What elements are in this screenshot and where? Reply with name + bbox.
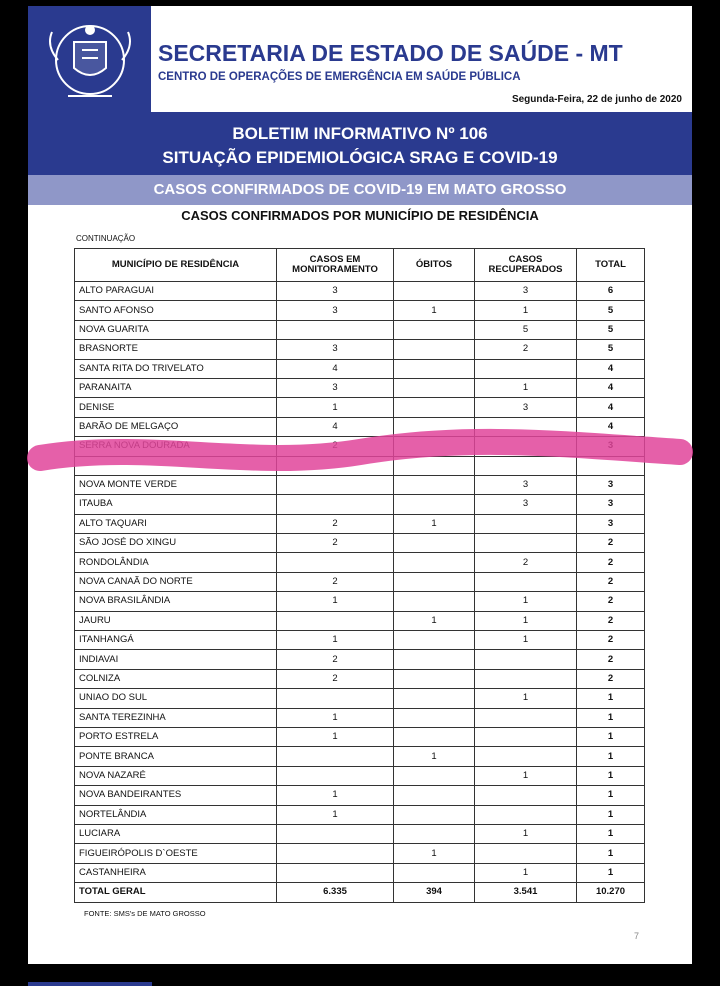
header-recovered: CASOS RECUPERADOS (475, 249, 577, 282)
deaths-cell: 1 (394, 844, 475, 863)
monitoring-cell: 1 (277, 727, 394, 746)
table-row (75, 805, 645, 824)
total-cell: 6 (577, 282, 645, 301)
total-cell: 2 (577, 611, 645, 630)
table-row (75, 320, 645, 339)
deaths-cell (394, 824, 475, 843)
header-monitoring: CASOS EM MONITORAMENTO (277, 249, 394, 282)
deaths-cell (394, 359, 475, 378)
monitoring-cell (277, 747, 394, 766)
total-row (75, 883, 645, 902)
header-subtitle: CENTRO DE OPERAÇÕES DE EMERGÊNCIA EM SAÚDE PÚBLICA (158, 71, 521, 83)
municipality-cell: RONDOLÂNDIA (75, 553, 277, 572)
table-row (75, 669, 645, 688)
municipality-cell: SERRA NOVA DOURADA (75, 437, 277, 456)
deaths-cell (394, 592, 475, 611)
municipality-cell: NORTELÂNDIA (75, 805, 277, 824)
continuation-label: CONTINUAÇÃO (76, 234, 136, 243)
total-cell: 1 (577, 786, 645, 805)
table-row (75, 495, 645, 514)
monitoring-cell: 4 (277, 359, 394, 378)
section-banner (28, 175, 692, 205)
table-row (75, 378, 645, 397)
municipality-cell: ITANHANGÁ (75, 631, 277, 650)
monitoring-cell (277, 689, 394, 708)
total-cell: 1 (577, 824, 645, 843)
monitoring-cell: 1 (277, 805, 394, 824)
deaths-cell (394, 378, 475, 397)
table-row (75, 786, 645, 805)
municipality-cell: COLNIZA (75, 669, 277, 688)
deaths-cell (394, 282, 475, 301)
recovered-cell (475, 727, 577, 746)
municipality-cell: PORTO ESTRELA (75, 727, 277, 746)
monitoring-cell: 3 (277, 378, 394, 397)
total-cell: 2 (577, 592, 645, 611)
monitoring-cell (277, 456, 394, 475)
municipality-cell: SÃO JOSÉ DO XINGU (75, 534, 277, 553)
monitoring-cell: 1 (277, 398, 394, 417)
cases-by-municipality-table (74, 248, 645, 903)
total-cell: 4 (577, 359, 645, 378)
total-cell: 5 (577, 340, 645, 359)
table-row (75, 650, 645, 669)
monitoring-cell (277, 766, 394, 785)
deaths-cell (394, 340, 475, 359)
municipality-cell: NOVA MONTE VERDE (75, 475, 277, 494)
recovered-cell: 3 (475, 398, 577, 417)
deaths-cell (394, 534, 475, 553)
recovered-cell: 3 (475, 282, 577, 301)
deaths-cell (394, 553, 475, 572)
monitoring-cell: 1 (277, 592, 394, 611)
deaths-cell (394, 456, 475, 475)
table-row (75, 708, 645, 727)
municipality-cell: ALTO PARAGUAI (75, 282, 277, 301)
municipality-cell: NOVA BRASILÂNDIA (75, 592, 277, 611)
table-row (75, 631, 645, 650)
table-row (75, 534, 645, 553)
municipality-cell: FIGUEIRÓPOLIS D`OESTE (75, 844, 277, 863)
deaths-cell (394, 708, 475, 727)
municipality-cell: SANTO AFONSO (75, 301, 277, 320)
municipality-cell: CASTANHEIRA (75, 863, 277, 882)
total-cell: 1 (577, 689, 645, 708)
total-monitoring: 6.335 (277, 883, 394, 902)
recovered-cell (475, 708, 577, 727)
table-row (75, 456, 645, 475)
monitoring-cell: 4 (277, 417, 394, 436)
monitoring-cell: 2 (277, 437, 394, 456)
header-total: TOTAL (577, 249, 645, 282)
recovered-cell: 3 (475, 495, 577, 514)
bottom-bar (28, 982, 152, 986)
recovered-cell (475, 844, 577, 863)
table-row (75, 282, 645, 301)
table-row (75, 301, 645, 320)
total-cell: 1 (577, 805, 645, 824)
deaths-cell: 1 (394, 611, 475, 630)
monitoring-cell (277, 824, 394, 843)
source-note: FONTE: SMS's DE MATO GROSSO (84, 909, 206, 918)
monitoring-cell: 2 (277, 572, 394, 591)
recovered-cell: 5 (475, 320, 577, 339)
total-cell: 3 (577, 514, 645, 533)
total-cell: 2 (577, 650, 645, 669)
recovered-cell (475, 805, 577, 824)
recovered-cell (475, 534, 577, 553)
recovered-cell: 2 (475, 340, 577, 359)
municipality-cell: SANTA RITA DO TRIVELATO (75, 359, 277, 378)
deaths-cell (394, 495, 475, 514)
table-row (75, 766, 645, 785)
total-cell: 3 (577, 495, 645, 514)
page-number: 7 (634, 931, 640, 941)
table-row (75, 689, 645, 708)
municipality-cell: LUCIARA (75, 824, 277, 843)
deaths-cell (394, 650, 475, 669)
table-row (75, 747, 645, 766)
recovered-cell (475, 359, 577, 378)
deaths-cell (394, 320, 475, 339)
municipality-cell: BARÃO DE MELGAÇO (75, 417, 277, 436)
deaths-cell (394, 863, 475, 882)
total-cell (577, 456, 645, 475)
deaths-cell (394, 805, 475, 824)
recovered-cell (475, 669, 577, 688)
table-row (75, 417, 645, 436)
bulletin-subject: SITUAÇÃO EPIDEMIOLÓGICA SRAG E COVID-19 (162, 148, 558, 167)
total-cell: 1 (577, 727, 645, 746)
monitoring-cell: 2 (277, 514, 394, 533)
recovered-cell: 3 (475, 475, 577, 494)
monitoring-cell (277, 553, 394, 572)
monitoring-cell: 2 (277, 669, 394, 688)
municipality-cell: INDIAVAI (75, 650, 277, 669)
municipality-cell: NOVA GUARITA (75, 320, 277, 339)
municipality-cell: PARANAITA (75, 378, 277, 397)
total-cell: 2 (577, 572, 645, 591)
table-row (75, 824, 645, 843)
total-cell: 1 (577, 747, 645, 766)
total-cell: 1 (577, 708, 645, 727)
total-cell: 3 (577, 437, 645, 456)
monitoring-cell: 3 (277, 301, 394, 320)
monitoring-cell: 2 (277, 650, 394, 669)
deaths-cell (394, 572, 475, 591)
municipality-cell: UNIAO DO SUL (75, 689, 277, 708)
monitoring-cell: 1 (277, 786, 394, 805)
total-cell: 1 (577, 844, 645, 863)
recovered-cell: 1 (475, 378, 577, 397)
recovered-cell (475, 650, 577, 669)
deaths-cell (394, 689, 475, 708)
total-cell: 3 (577, 475, 645, 494)
table-row (75, 844, 645, 863)
total-cell: 5 (577, 320, 645, 339)
monitoring-cell: 1 (277, 708, 394, 727)
monitoring-cell (277, 611, 394, 630)
deaths-cell: 1 (394, 514, 475, 533)
municipality-cell: NOVA CANAÃ DO NORTE (75, 572, 277, 591)
monitoring-cell: 3 (277, 340, 394, 359)
monitoring-cell: 2 (277, 534, 394, 553)
table-row (75, 863, 645, 882)
total-cell: 4 (577, 378, 645, 397)
municipality-cell: ALTO TAQUARI (75, 514, 277, 533)
monitoring-cell (277, 475, 394, 494)
recovered-cell (475, 786, 577, 805)
recovered-cell: 1 (475, 592, 577, 611)
recovered-cell (475, 456, 577, 475)
table-row (75, 437, 645, 456)
table-row (75, 514, 645, 533)
deaths-cell (394, 727, 475, 746)
recovered-cell (475, 747, 577, 766)
total-deaths: 394 (394, 883, 475, 902)
recovered-cell: 1 (475, 863, 577, 882)
municipality-cell: NOVA BANDEIRANTES (75, 786, 277, 805)
table-row (75, 592, 645, 611)
recovered-cell: 1 (475, 689, 577, 708)
municipality-cell: NOVA NAZARÉ (75, 766, 277, 785)
municipality-cell: JAURU (75, 611, 277, 630)
header-title: SECRETARIA DE ESTADO DE SAÚDE - MT (158, 40, 623, 66)
deaths-cell: 1 (394, 747, 475, 766)
deaths-cell (394, 669, 475, 688)
monitoring-cell (277, 844, 394, 863)
total-cell: 4 (577, 417, 645, 436)
header-deaths: ÓBITOS (394, 249, 475, 282)
table-row (75, 611, 645, 630)
table-row (75, 572, 645, 591)
recovered-cell (475, 417, 577, 436)
monitoring-cell (277, 320, 394, 339)
total-cell: 4 (577, 398, 645, 417)
recovered-cell: 1 (475, 766, 577, 785)
header (28, 6, 692, 112)
monitoring-cell: 3 (277, 282, 394, 301)
recovered-cell: 1 (475, 631, 577, 650)
recovered-cell (475, 437, 577, 456)
table-header-row (75, 249, 645, 282)
deaths-cell (394, 766, 475, 785)
total-label: TOTAL GERAL (75, 883, 277, 902)
grand-total: 10.270 (577, 883, 645, 902)
total-cell: 2 (577, 553, 645, 572)
total-cell: 2 (577, 534, 645, 553)
recovered-cell (475, 514, 577, 533)
bulletin-banner (28, 112, 692, 175)
deaths-cell (394, 398, 475, 417)
table-row (75, 475, 645, 494)
deaths-cell: 1 (394, 301, 475, 320)
total-cell: 1 (577, 766, 645, 785)
municipality-cell: DENISE (75, 398, 277, 417)
table-title: CASOS CONFIRMADOS POR MUNICÍPIO DE RESIDÊNCIA (181, 208, 539, 223)
recovered-cell: 2 (475, 553, 577, 572)
table-row (75, 398, 645, 417)
section-banner-title: CASOS CONFIRMADOS DE COVID-19 EM MATO GROSSO (153, 181, 567, 198)
monitoring-cell (277, 495, 394, 514)
municipality-cell: PONTE BRANCA (75, 747, 277, 766)
deaths-cell (394, 417, 475, 436)
deaths-cell (394, 786, 475, 805)
municipality-cell (75, 456, 277, 475)
total-cell: 1 (577, 863, 645, 882)
recovered-cell (475, 572, 577, 591)
table-row (75, 727, 645, 746)
monitoring-cell (277, 863, 394, 882)
table-row (75, 340, 645, 359)
monitoring-cell: 1 (277, 631, 394, 650)
table-row (75, 359, 645, 378)
header-municipality: MUNICÍPIO DE RESIDÊNCIA (75, 249, 277, 282)
document-page (28, 6, 692, 964)
deaths-cell (394, 437, 475, 456)
table-row (75, 553, 645, 572)
deaths-cell (394, 475, 475, 494)
municipality-cell: ITAUBA (75, 495, 277, 514)
total-cell: 5 (577, 301, 645, 320)
state-coat-of-arms-logo (28, 6, 151, 112)
recovered-cell: 1 (475, 824, 577, 843)
bulletin-date: Segunda-Feira, 22 de junho de 2020 (511, 94, 682, 105)
bulletin-number: BOLETIM INFORMATIVO Nº 106 (232, 124, 488, 143)
municipality-cell: BRASNORTE (75, 340, 277, 359)
total-cell: 2 (577, 669, 645, 688)
total-cell: 2 (577, 631, 645, 650)
municipality-cell: SANTA TEREZINHA (75, 708, 277, 727)
recovered-cell: 1 (475, 301, 577, 320)
total-recovered: 3.541 (475, 883, 577, 902)
recovered-cell: 1 (475, 611, 577, 630)
deaths-cell (394, 631, 475, 650)
